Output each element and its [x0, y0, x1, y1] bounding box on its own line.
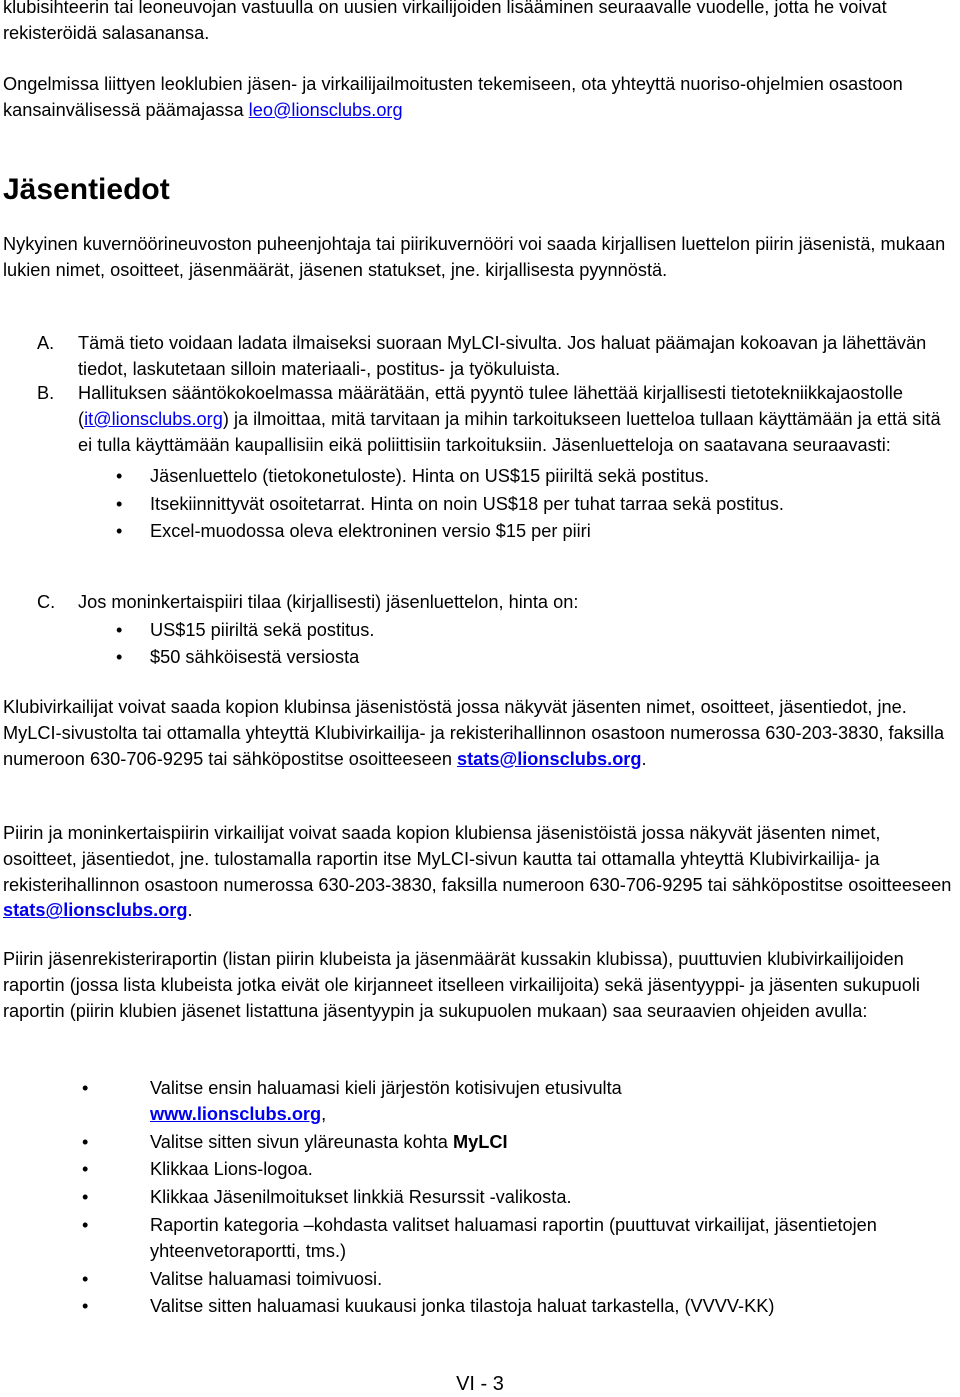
bullet-icon: •: [82, 1268, 89, 1289]
club-officers-end: .: [641, 748, 647, 769]
list-item: [3, 1157, 953, 1183]
bullet-icon: •: [82, 1159, 89, 1180]
bullet-text: Itsekiinnittyvät osoitetarrat. Hinta on noin US$18 per tuhat tarraa sekä postitus.: [150, 493, 784, 514]
list-item: [3, 1213, 953, 1265]
bullet-icon: •: [116, 521, 123, 542]
mylci-label: MyLCI: [452, 1131, 508, 1152]
step-7-text: Valitse sitten haluamasi kuukausi jonka tilastoja haluat tarkastella, (VVVV-KK): [150, 1296, 775, 1317]
step-1-end: ,: [321, 1103, 327, 1124]
intro-paragraph-2: [3, 72, 953, 124]
bullet-icon: •: [82, 1296, 89, 1317]
step-2-text: Valitse sitten sivun yläreunasta kohta: [150, 1131, 453, 1152]
district-officers-end: .: [187, 900, 193, 921]
list-label-a: A.: [37, 333, 55, 353]
list-item: [3, 1185, 953, 1211]
bullet-list-b: [3, 464, 953, 547]
bullet-icon: •: [116, 647, 123, 668]
list-text-b-part1: Hallituksen sääntökokoelmassa määrätään, että pyyntö tulee lähettää kirjallisesti tietotekniikkajaostolle (: [78, 383, 903, 429]
bullet-icon: •: [82, 1078, 89, 1098]
bullet-text: Excel-muodossa oleva elektroninen versio $15 per piiri: [150, 521, 591, 542]
list-item: [3, 1130, 953, 1156]
list-item-a: [3, 331, 953, 383]
list-item-b: [3, 381, 953, 547]
bullet-icon: •: [82, 1214, 89, 1235]
bullet-list-c: [3, 618, 953, 673]
bullet-icon: •: [82, 1131, 89, 1152]
list-text-c: Jos moninkertaispiiri tilaa (kirjallisesti) jäsenluettelon, hinta on:: [78, 592, 579, 612]
list-item: [3, 618, 953, 646]
district-officers-paragraph: [3, 821, 958, 924]
list-item: [3, 1076, 953, 1128]
leo-email-link[interactable]: leo@lionsclubs.org: [248, 99, 403, 120]
stats-email-link-2[interactable]: stats@lionsclubs.org: [3, 900, 188, 921]
bullet-text: US$15 piiriltä sekä postitus.: [150, 619, 375, 640]
intro-paragraph-2-text: Ongelmissa liittyen leoklubien jäsen- ja virkailijailmoitusten tekemiseen, ota yhteyttä nuoriso-ohjelmien osastoon kansainvälisessä päämajassa: [3, 74, 903, 120]
club-officers-text: Klubivirkailijat voivat saada kopion klubinsa jäsenistöstä jossa näkyvät jäsenten nimet, osoitteet, jäsentiedot, jne. MyLCI-sivustolta tai ottamalla yhteyttä Klubivirkailija- ja rekisterihallinnon osastoon numerossa 630-203-3830, faksilla numeroon 630-706-9295 tai sähköpostitse osoitteeseen: [3, 697, 945, 769]
list-text-a: Tämä tieto voidaan ladata ilmaiseksi suoraan MyLCI-sivulta. Jos haluat päämajan kokoavan ja lähettävän tiedot, laskutetaan silloin materiaali-, postitus- ja työkuluista.: [78, 333, 927, 379]
step-1-text: Valitse ensin haluamasi kieli järjestön kotisivujen etusivulta: [150, 1078, 622, 1098]
list-item: [3, 1267, 953, 1293]
stats-email-link[interactable]: stats@lionsclubs.org: [457, 748, 642, 769]
bullet-icon: •: [116, 466, 123, 487]
list-item: [3, 1294, 953, 1320]
list-label-b: B.: [37, 383, 55, 403]
list-item: [3, 645, 953, 673]
district-officers-text: Piirin ja moninkertaispiirin virkailijat voivat saada kopion klubiensa jäsenistöistä jossa näkyvät jäsenten nimet, osoitteet, jäsentiedot, jne. tulostamalla raportin itse MyLCI-sivun kautta tai ottamalla yhteyttä Klubivirkailija- ja rekisterihallinnon osastoon numerossa 630-203-3830, faksilla numeroon 630-706-9295 tai sähköpostitse osoitteeseen: [3, 823, 952, 895]
reports-paragraph: Piirin jäsenrekisteriraportin (listan piirin klubeista ja jäsenmäärät kussakin klubissa), puuttuvien klubivirkailijoiden raportin (jossa lista klubeista jotka eivät ole kirjanneet itselleen virkailijoita) sekä jäsentyyppi- ja jäsenten sukupuoli raportin (piirin klubien jäsenet listattuna jäsentyypin ja sukupuolen mukaan) saa seuraavien ohjeiden avulla:: [3, 949, 920, 1021]
list-item-c: [3, 590, 953, 673]
step-3-text: Klikkaa Lions-logoa.: [150, 1159, 313, 1180]
bullet-text: Jäsenluettelo (tietokonetuloste). Hinta on US$15 piiriltä sekä postitus.: [150, 466, 710, 487]
list-item: [3, 492, 953, 520]
bullet-icon: •: [116, 619, 123, 640]
list-text-b-part2: ) ja ilmoittaa, mitä tarvitaan ja mihin tarkoitukseen luetteloa tullaan käyttämään ja että sitä ei tulla käyttämään kaupallisiin eikä poliittisiin tarkoituksiin. Jäsenluetteloja on saatavana seuraavasti:: [78, 408, 941, 455]
intro-paragraph-1: klubisihteerin tai leoneuvojan vastuulla on uusien virkailijoiden lisääminen seuraavalle vuodelle, jotta he voivat rekisteröidä salasanansa.: [3, 0, 887, 43]
step-6-text: Valitse haluamasi toimivuosi.: [150, 1268, 383, 1289]
step-5-text: Raportin kategoria –kohdasta valitset haluamasi raportin (puuttuvat virkailijat, jäsentietojen yhteenvetoraportti, tms.): [150, 1214, 877, 1261]
list-item: [3, 464, 953, 492]
list-label-c: C.: [37, 592, 56, 612]
list-item: [3, 519, 953, 547]
it-email-link[interactable]: it@lionsclubs.org: [84, 408, 223, 429]
bullet-text: $50 sähköisestä versiosta: [150, 647, 360, 668]
section-heading: Jäsentiedot: [3, 173, 170, 206]
step-4-text: Klikkaa Jäsenilmoitukset linkkiä Resurssit -valikosta.: [150, 1187, 572, 1208]
list-text-b: [78, 383, 941, 455]
page-number: VI - 3: [456, 1373, 504, 1395]
membership-info-paragraph: Nykyinen kuvernöörineuvoston puheenjohtaja tai piirikuvernööri voi saada kirjallisen luettelon piirin jäsenistä, mukaan lukien nimet, osoitteet, jäsenmäärät, jäsenen statukset, jne. kirjallisesta pyynnöstä.: [3, 234, 946, 280]
lionsclubs-website-link[interactable]: www.lionsclubs.org: [150, 1103, 322, 1124]
bullet-icon: •: [116, 493, 123, 514]
bullet-icon: •: [82, 1187, 89, 1208]
club-officers-paragraph: [3, 695, 953, 772]
instructions-list: [3, 1076, 953, 1320]
